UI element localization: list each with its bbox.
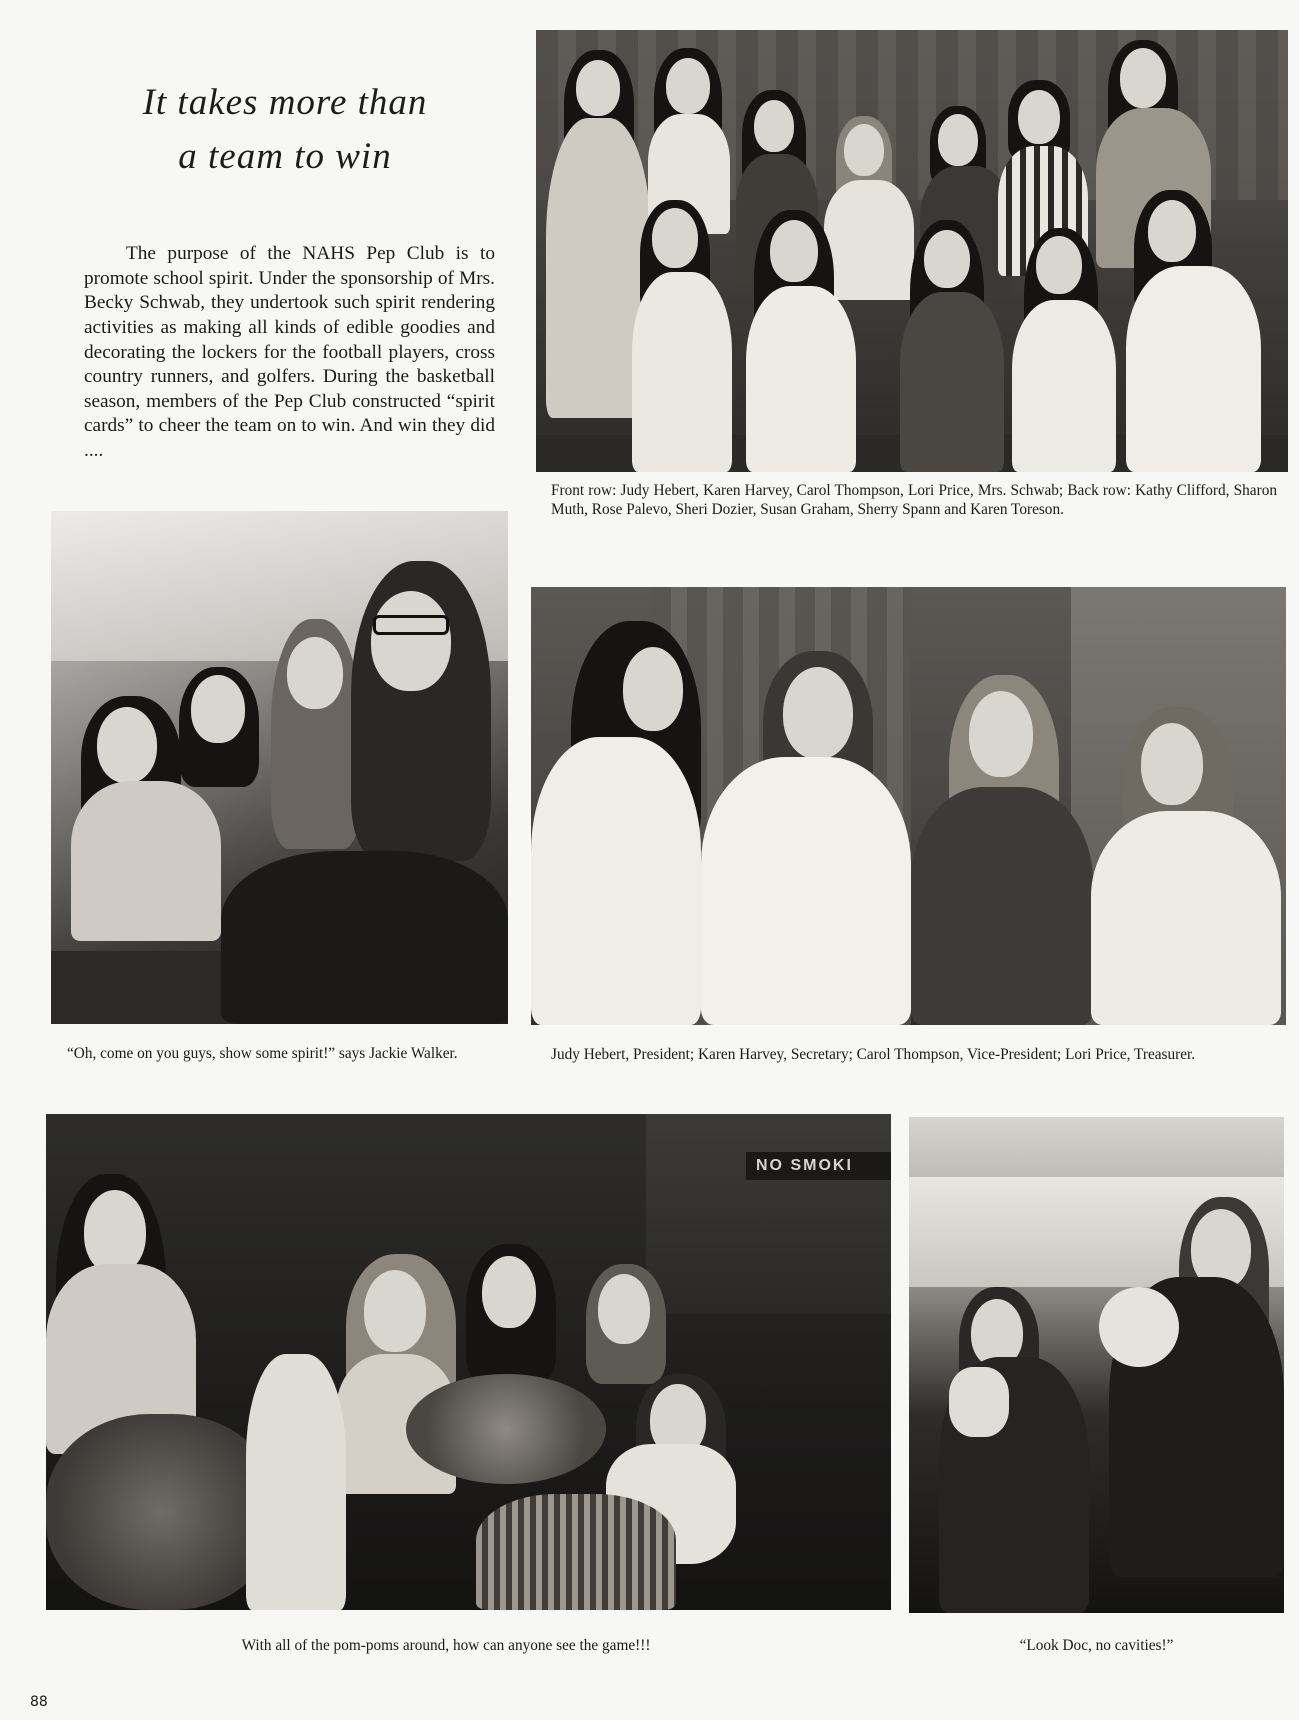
caption-pompoms: With all of the pom-poms around, how can anyone see the game!!! xyxy=(241,1637,651,1654)
page-title xyxy=(60,76,510,184)
no-smoking-sign-text: NO SMOKI xyxy=(756,1157,853,1174)
pompoms-photo xyxy=(46,1114,891,1610)
officers-photo xyxy=(531,587,1286,1025)
no-smoking-sign xyxy=(746,1152,891,1180)
caption-group-photo: Front row: Judy Hebert, Karen Harvey, Carol Thompson, Lori Price, Mrs. Schwab; Back row: Kathy Clifford, Sharon Muth, Rose Palevo, Sheri Dozier, Susan Graham, Sherry Spann and Karen Toreson. xyxy=(551,482,1277,518)
caption-cavities: “Look Doc, no cavities!” xyxy=(1019,1637,1174,1654)
caption-officers: Judy Hebert, President; Karen Harvey, Secretary; Carol Thompson, Vice-President; Lori Price, Treasurer. xyxy=(551,1046,1196,1063)
title-line-2: a team to win xyxy=(178,136,392,177)
cavities-photo xyxy=(909,1117,1284,1613)
caption-jackie: “Oh, come on you guys, show some spirit!” says Jackie Walker. xyxy=(67,1045,458,1062)
group-photo xyxy=(536,30,1288,472)
jackie-photo xyxy=(51,511,508,1024)
page-number: 88 xyxy=(30,1694,48,1710)
intro-paragraph: The purpose of the NAHS Pep Club is to promote school spirit. Under the sponsorship of Mrs. Becky Schwab, they undertook such spirit rendering activities as making all kinds of edible goodies and decorating the lockers for the football players, cross country runners, and golfers. During the basketball season, members of the Pep Club constructed “spirit cards” to cheer the team on to win. And win they did .... xyxy=(84,243,495,462)
title-line-1: It takes more than xyxy=(142,82,428,123)
